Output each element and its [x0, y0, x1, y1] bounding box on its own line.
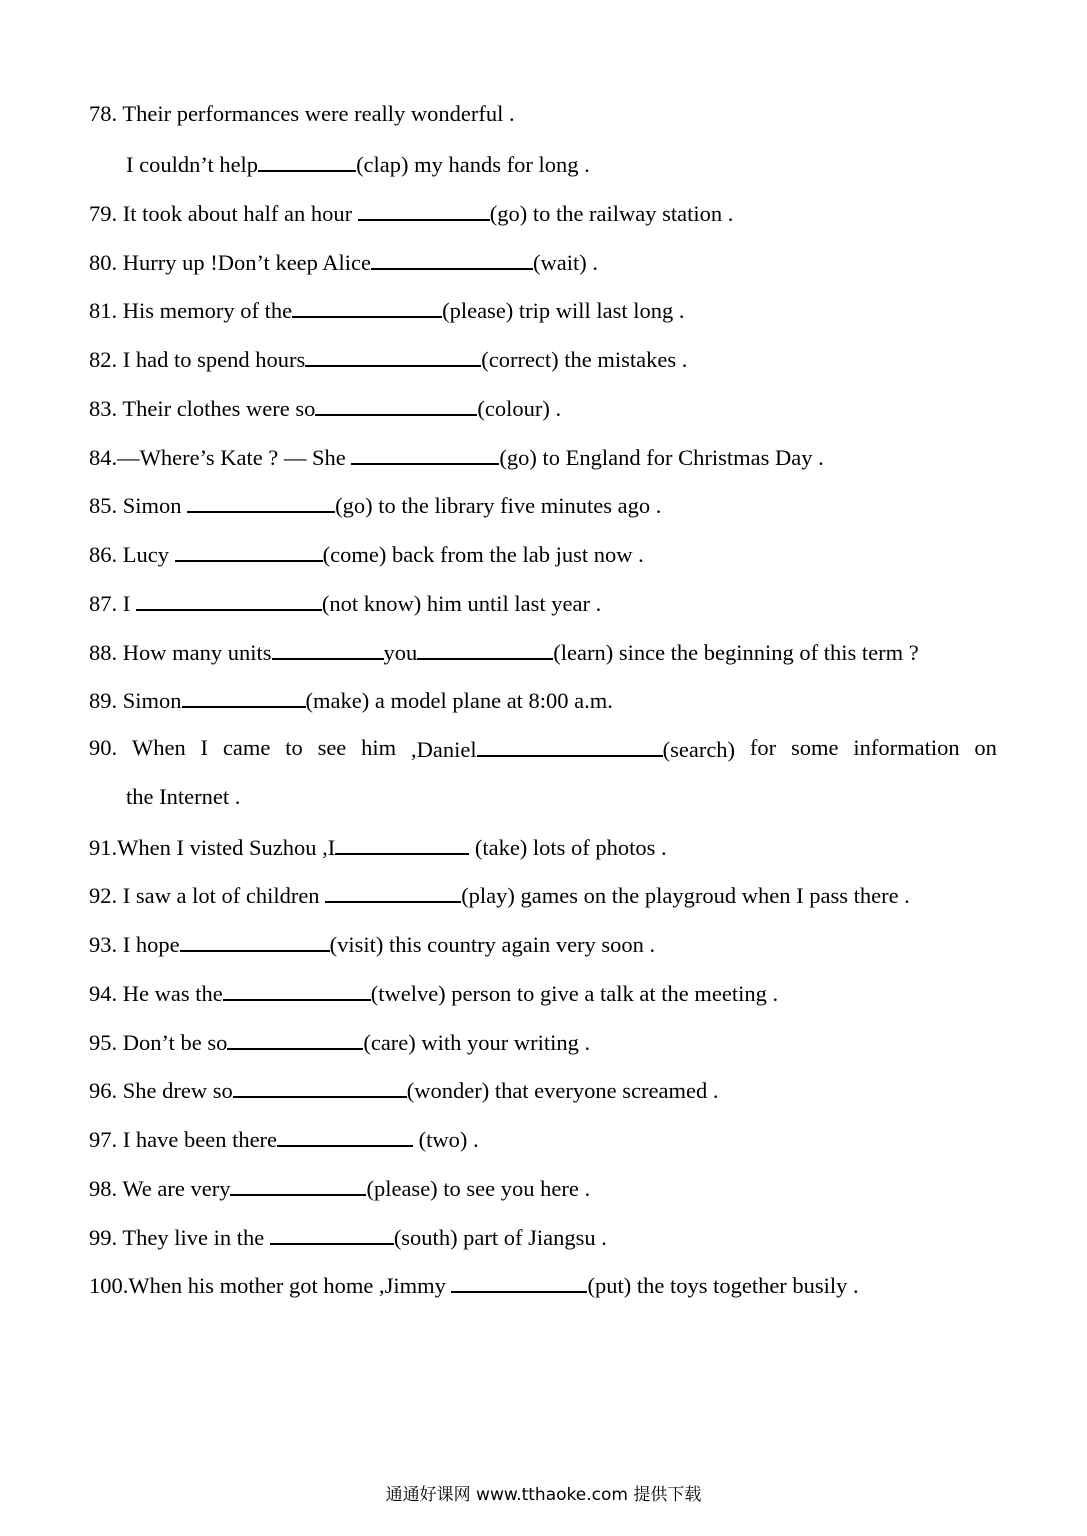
question-word: see: [317, 735, 347, 760]
question-text: 84.—Where’s Kate ? — She: [89, 445, 352, 470]
answer-blank[interactable]: [351, 441, 499, 465]
question-text: 87. I: [89, 591, 136, 616]
question-86: [89, 538, 644, 568]
answer-blank[interactable]: [182, 684, 306, 708]
question-text: (please) to see you here .: [366, 1176, 591, 1201]
question-text: (come) back from the lab just now .: [322, 542, 644, 567]
answer-blank[interactable]: [325, 879, 461, 903]
question-84: [89, 441, 824, 471]
question-92: [89, 879, 910, 909]
answer-blank[interactable]: [136, 587, 322, 611]
answer-blank[interactable]: [272, 636, 384, 660]
question-text: (go) to the railway station .: [489, 201, 734, 226]
answer-blank[interactable]: [270, 1221, 394, 1245]
question-word: information: [853, 735, 960, 760]
question-82: [89, 343, 687, 373]
question-text: 78. Their performances were really wonderful .: [89, 101, 515, 126]
question-99: [89, 1221, 607, 1251]
question-text: 99. They live in the: [89, 1225, 270, 1250]
question-90-continued: [126, 782, 240, 812]
question-text: (twelve) person to give a talk at the meeting .: [370, 981, 779, 1006]
question-text: 79. It took about half an hour: [89, 201, 358, 226]
question-text: (take) lots of photos .: [469, 835, 667, 860]
question-text: 93. I hope: [89, 932, 180, 957]
answer-blank[interactable]: [315, 392, 477, 416]
answer-blank[interactable]: [258, 148, 356, 172]
question-word: When: [131, 735, 186, 760]
question-78: [89, 99, 515, 129]
question-91: [89, 831, 667, 861]
question-98: [89, 1172, 590, 1202]
question-word: on: [974, 735, 997, 760]
question-text: 86. Lucy: [89, 542, 175, 567]
question-text: (south) part of Jiangsu .: [393, 1225, 607, 1250]
answer-blank[interactable]: [223, 977, 371, 1001]
question-95: [89, 1026, 590, 1056]
answer-blank[interactable]: [292, 294, 442, 318]
answer-blank[interactable]: [358, 197, 490, 221]
question-96: [89, 1074, 718, 1104]
question-text: (colour) .: [477, 396, 562, 421]
question-90: [89, 733, 997, 763]
question-81: [89, 294, 685, 324]
answer-blank[interactable]: [175, 538, 323, 562]
question-text: 91.When I visted Suzhou ,I: [89, 835, 336, 860]
question-88: [89, 636, 919, 666]
question-text: (correct) the mistakes .: [481, 347, 688, 372]
question-87: [89, 587, 601, 617]
question-text: (put) the toys together busily .: [587, 1273, 859, 1298]
question-text: 92. I saw a lot of children: [89, 883, 326, 908]
answer-blank[interactable]: [233, 1074, 407, 1098]
question-text: (learn) since the beginning of this term ?: [553, 640, 919, 665]
question-text: (not know) him until last year .: [321, 591, 602, 616]
question-word: for: [749, 735, 777, 760]
question-text: the Internet .: [126, 784, 241, 809]
question-78-continued: [126, 148, 590, 178]
question-text: (care) with your writing .: [363, 1030, 591, 1055]
question-text: (go) to the library five minutes ago .: [335, 493, 662, 518]
answer-blank[interactable]: [477, 733, 663, 757]
answer-blank[interactable]: [371, 246, 533, 270]
question-text: (make) a model plane at 8:00 a.m.: [305, 688, 613, 713]
question-text: I couldn’t help: [126, 152, 259, 177]
answer-blank[interactable]: [417, 636, 553, 660]
question-text: (wonder) that everyone screamed .: [406, 1078, 719, 1103]
answer-blank[interactable]: [227, 1026, 363, 1050]
question-text: (go) to England for Christmas Day .: [499, 445, 824, 470]
question-word: I: [200, 735, 209, 760]
question-93: [89, 928, 655, 958]
question-word: to: [285, 735, 303, 760]
question-97: [89, 1123, 479, 1153]
question-100: [89, 1269, 859, 1299]
question-89: [89, 684, 613, 714]
question-text: 97. I have been there: [89, 1127, 278, 1152]
question-text: 89. Simon: [89, 688, 182, 713]
question-word: him: [361, 735, 397, 760]
question-text: 98. We are very: [89, 1176, 231, 1201]
answer-blank[interactable]: [277, 1123, 413, 1147]
question-79: [89, 197, 733, 227]
question-text: (visit) this country again very soon .: [329, 932, 656, 957]
question-word: some: [791, 735, 839, 760]
question-94: [89, 977, 778, 1007]
question-text: 100.When his mother got home ,Jimmy: [89, 1273, 452, 1298]
question-text: (wait) .: [533, 250, 599, 275]
question-85: [89, 489, 661, 519]
question-text: 83. Their clothes were so: [89, 396, 316, 421]
question-83: [89, 392, 561, 422]
question-text: 80. Hurry up !Don’t keep Alice: [89, 250, 372, 275]
answer-blank[interactable]: [187, 489, 335, 513]
answer-blank[interactable]: [305, 343, 481, 367]
question-text: 94. He was the: [89, 981, 223, 1006]
question-text: 82. I had to spend hours: [89, 347, 306, 372]
question-text: 88. How many units: [89, 640, 272, 665]
answer-blank[interactable]: [180, 928, 330, 952]
page-footer: 通通好课网 www.tthaoke.com 提供下载: [385, 1485, 702, 1505]
question-text: (play) games on the playgroud when I pass there .: [461, 883, 910, 908]
question-word: (search): [662, 737, 736, 762]
question-word: came: [222, 735, 271, 760]
question-text: 95. Don’t be so: [89, 1030, 228, 1055]
answer-blank[interactable]: [451, 1269, 587, 1293]
question-text: 85. Simon: [89, 493, 188, 518]
question-text: 96. She drew so: [89, 1078, 233, 1103]
answer-blank[interactable]: [335, 831, 469, 855]
question-text: you: [383, 640, 418, 665]
question-text: (two) .: [413, 1127, 479, 1152]
question-80: [89, 246, 598, 276]
question-word: 90.: [89, 735, 118, 760]
answer-blank[interactable]: [230, 1172, 366, 1196]
question-word: ,Daniel: [411, 737, 477, 762]
question-text: 81. His memory of the: [89, 298, 293, 323]
question-text: (clap) my hands for long .: [356, 152, 590, 177]
question-text: (please) trip will last long .: [442, 298, 685, 323]
